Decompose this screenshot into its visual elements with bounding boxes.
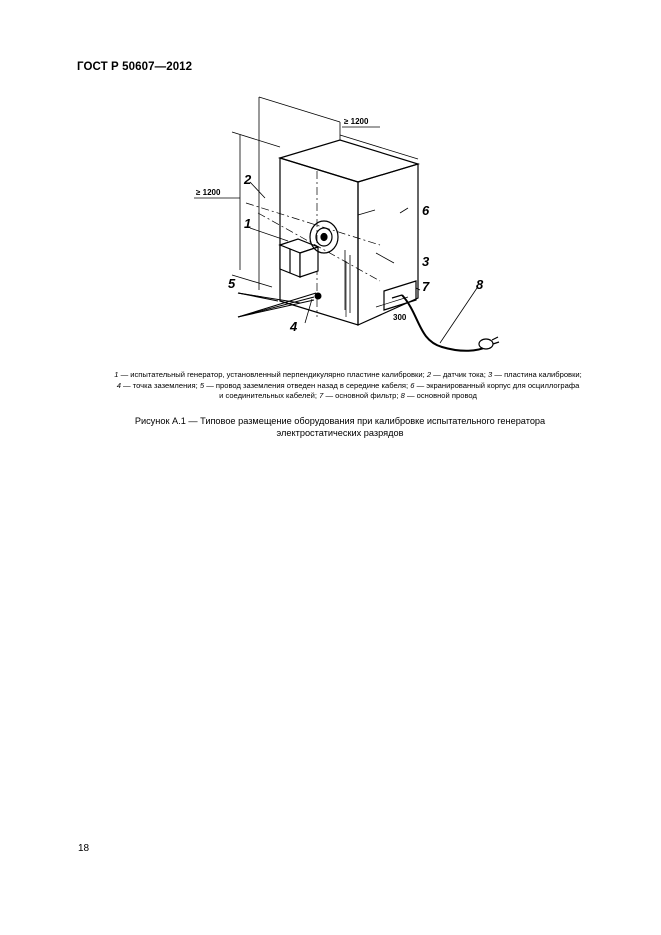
callout-6: 6 (422, 203, 430, 218)
legend-num-6: 6 (410, 380, 415, 390)
legend-line-1 (78, 370, 618, 381)
callout-2: 2 (244, 172, 252, 187)
dimension-width-value: ≥ 1200 (344, 117, 369, 126)
caption-line-2: электростатических разрядов (276, 427, 404, 438)
center-lines (246, 171, 380, 317)
dimension-small-value: 300 (393, 313, 407, 322)
callout-8: 8 (476, 277, 484, 292)
legend-text-6b: и соединительных кабелей; (219, 391, 320, 400)
legend-text-1: — испытательный генератор, установленный перпендикулярно пластине калибровки; (118, 370, 427, 379)
enclosure-side-face (358, 164, 418, 325)
calibration-plate (345, 210, 375, 313)
legend-text-8: — основной провод (404, 391, 477, 400)
figure-caption (90, 416, 590, 439)
legend-num-1: 1 (114, 370, 119, 379)
current-sensor (310, 221, 338, 253)
page-number: 18 (78, 843, 90, 854)
legend-line-2 (78, 381, 618, 392)
legend-num-5: 5 (199, 380, 205, 390)
main-wire (402, 295, 486, 351)
legend-text-3: — пластина калибровки; (492, 370, 582, 379)
legend-line-3 (78, 391, 618, 402)
callout-3: 3 (422, 254, 430, 269)
caption-line-1: Рисунок А.1 — Типовое размещение оборудования при калибровке испытательного генератора (134, 416, 546, 426)
equipment-diagram (180, 85, 510, 365)
enclosure-top-face (280, 140, 418, 182)
plug (479, 337, 499, 349)
dimension-height-value: ≥ 1200 (196, 188, 221, 197)
legend-num-3: 3 (488, 370, 493, 379)
legend-num-2: 2 (426, 370, 432, 379)
legend-text-7: — основной фильтр; (323, 391, 401, 400)
dimension-300 (346, 261, 408, 317)
document-header: ГОСТ Р 50607—2012 (77, 61, 193, 73)
legend-num-4: 4 (116, 380, 121, 390)
legend-num-8: 8 (400, 391, 405, 400)
figure-legend (78, 370, 618, 402)
legend-text-4: — точка заземления; (120, 380, 200, 390)
legend-num-7: 7 (319, 391, 324, 400)
callout-7: 7 (422, 279, 430, 294)
diagram-svg (180, 85, 510, 365)
callout-4: 4 (290, 319, 298, 334)
legend-text-2: — датчик тока; (431, 370, 489, 379)
callout-5: 5 (228, 276, 236, 291)
legend-text-6: — экранированный корпус для осциллографа (414, 380, 580, 390)
callout-1: 1 (244, 216, 252, 231)
legend-text-5: — провод заземления отведен назад в середине кабеля; (204, 380, 411, 390)
ground-wires (238, 293, 316, 317)
